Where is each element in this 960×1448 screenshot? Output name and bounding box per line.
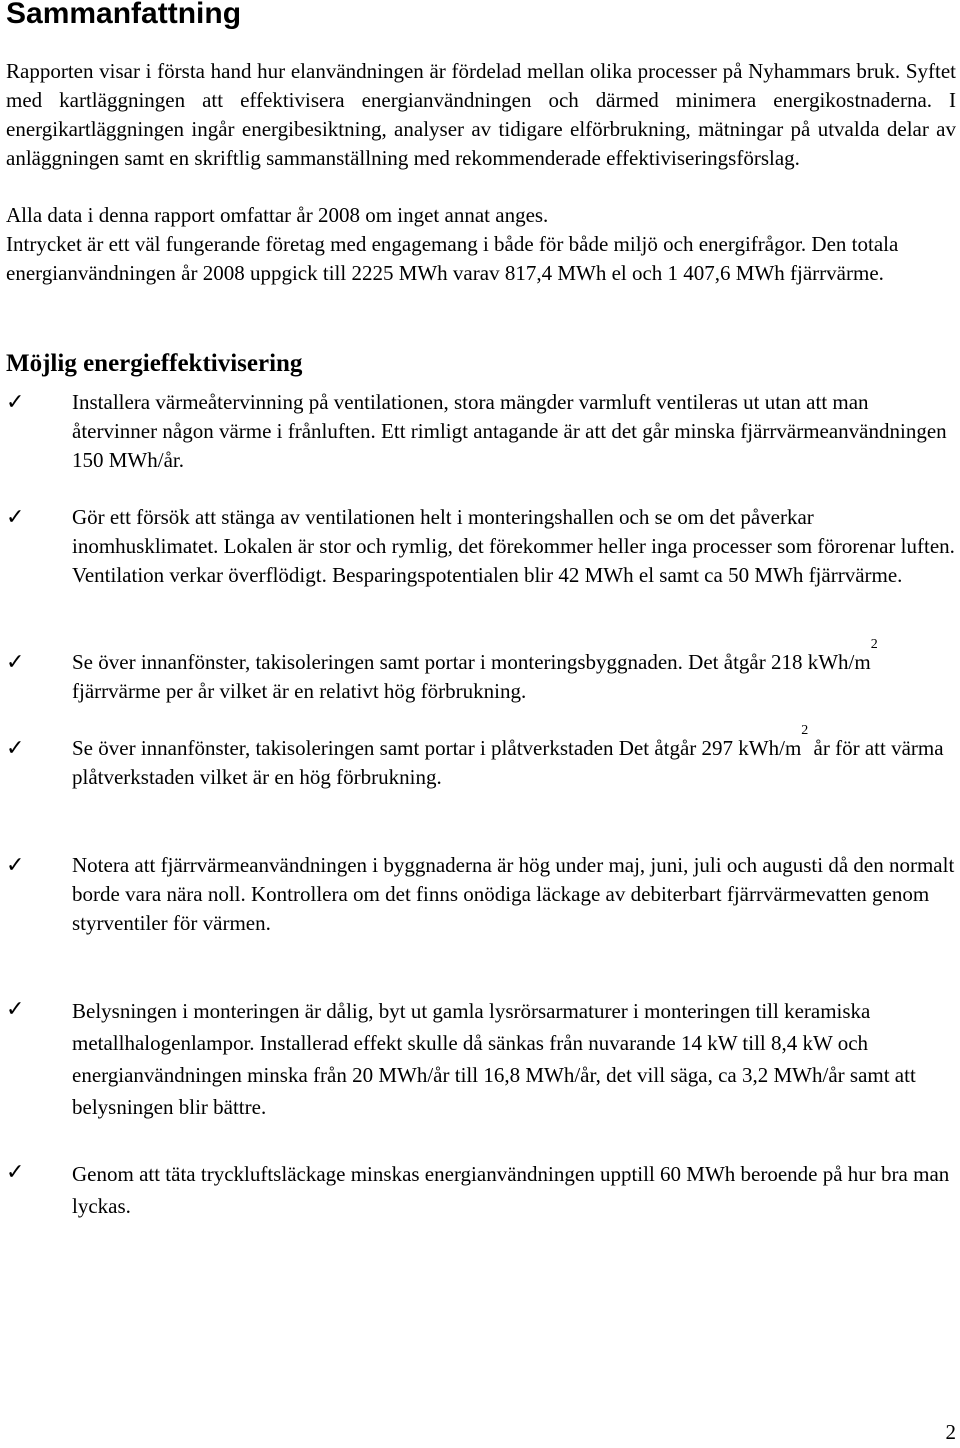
checkmark-icon: ✓ (6, 997, 25, 1022)
checkmark-icon: ✓ (6, 853, 25, 878)
recommendation-text: Gör ett försök att stänga av ventilationen helt i monteringshallen och se om det påverkar inomhusklimatet. Lokalen är stor och rymlig, det förekommer heller inga processer som förorenar luften. Ventilation verkar överflödigt. Besparingspotentialen blir 42 MWh el samt ca 50 MWh fjärrvärme. (72, 505, 955, 587)
recommendation-text-part: Se över innanfönster, takisoleringen samt portar i monteringsbyggnaden. Det åtgår 218 kWh/m (72, 650, 871, 674)
checkmark-icon: ✓ (6, 650, 25, 675)
recommendation-text-part: Se över innanfönster, takisoleringen samt portar i plåtverkstaden Det åtgår 297 kWh/m (72, 736, 802, 760)
recommendation-text: Notera att fjärrvärmeanvändningen i byggnaderna är hög under maj, juni, juli och augusti då den normalt borde vara nära noll. Kontrollera om det finns onödiga läckage av debiterbart fjärrvärmevatten genom styrventiler för värmen. (72, 853, 955, 935)
recommendation-text (72, 637, 956, 706)
recommendation-text: Installera värmeåtervinning på ventilationen, stora mängder varmluft ventileras ut utan att man återvinner någon värme i frånluften. Ett rimligt antagande är att det går minska fjärrvärmeanvändningen 150 MWh/år. (72, 390, 947, 472)
superscript: 2 (870, 637, 878, 652)
checkmark-icon: ✓ (6, 736, 25, 761)
overview-paragraph: Intrycket är ett väl fungerande företag med engagemang i både för både miljö och energifrågor. Den totala energianvändningen år 2008 uppgick till 2225 MWh varav 817,4 MWh el och 1 407,6 MWh fjärrvärme. (6, 232, 899, 285)
page-title: Sammanfattning (6, 0, 242, 30)
recommendation-text: Genom att täta tryckluftsläckage minskas energianvändningen upptill 60 MWh beroende på hur bra man lyckas. (72, 1162, 950, 1218)
recommendation-text (72, 723, 956, 792)
recommendation-text: Belysningen i monteringen är dålig, byt ut gamla lysrörsarmaturer i monteringen till keramiska metallhalogenlampor. Installerad effekt skulle då sänkas från nuvarande 14 kW till 8,4 kW och energianvändningen minska från 20 MWh/år till 16,8 MWh/år, det vill säga, ca 3,2 MWh/år samt att belysningen blir bättre. (72, 999, 916, 1119)
intro-paragraph: Rapporten visar i första hand hur elanvändningen är fördelad mellan olika processer på Nyhammars bruk. Syftet med kartläggningen att effektivisera energianvändningen och därmed minimera energikostnaderna. I energikartläggningen ingår energibesiktning, analyser av tidigare elförbrukning, mätningar på utvalda delar av anläggningen samt en skriftlig sammanställning med rekommenderade effektiviseringsförslag. (6, 59, 956, 170)
data-year-paragraph: Alla data i denna rapport omfattar år 2008 om inget annat anges. (6, 203, 549, 227)
checkmark-icon: ✓ (6, 505, 25, 530)
checkmark-icon: ✓ (6, 390, 25, 415)
checkmark-icon: ✓ (6, 1160, 25, 1185)
recommendation-text-part: fjärrvärme per år vilket är en relativt hög förbrukning. (72, 679, 527, 703)
superscript: 2 (801, 723, 809, 738)
section-heading: Möjlig energieffektivisering (6, 350, 303, 377)
recommendation-text-part: år för att värma plåtverkstaden vilket är en hög förbrukning. (72, 736, 944, 789)
page-number: 2 (945, 1420, 956, 1444)
